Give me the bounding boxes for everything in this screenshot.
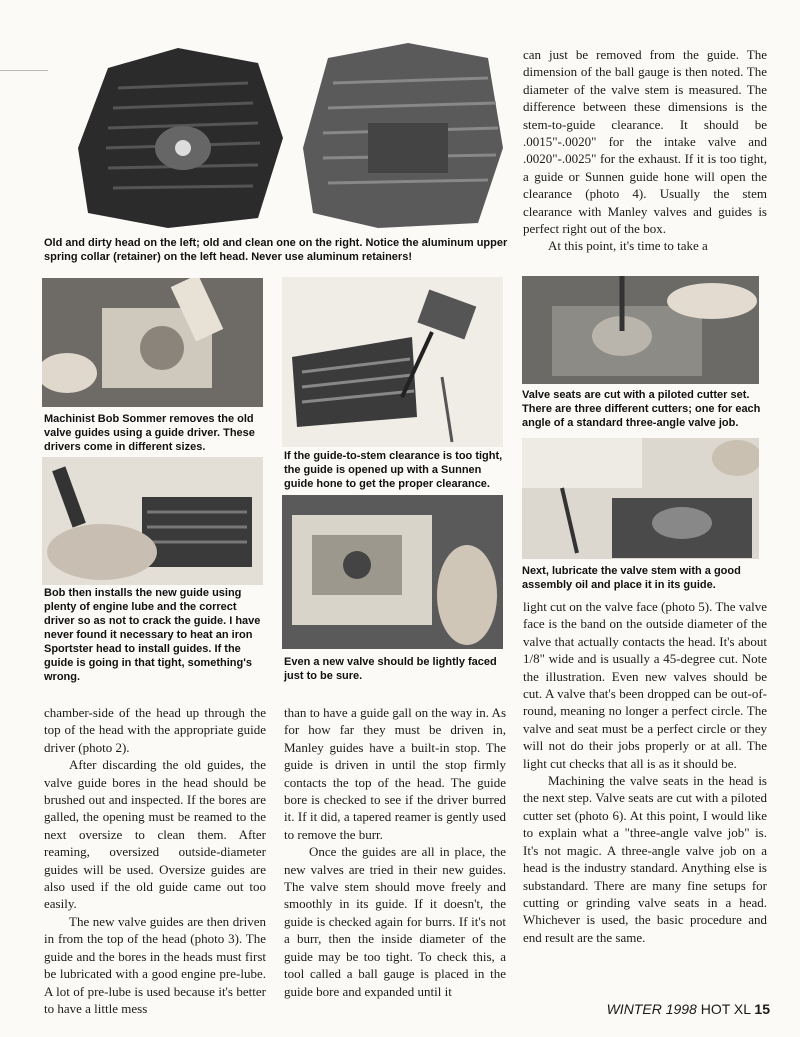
caption-guide-hone: If the guide-to-stem clearance is too tight, the guide is opened up with a Sunnen guide hone to get the proper clearance. [284, 450, 503, 490]
paragraph: chamber-side of the head up through the top of the head with the appropriate guide driver (photo 2). [44, 705, 266, 755]
column-1-text [44, 704, 266, 1017]
photo-install-guides [42, 457, 263, 585]
paragraph: The new valve guides are then driven in from the top of the head (photo 3). The guide and the bores in the heads must first be lubricated with a good engine pre-lube. A lot of pre-lube is used because it's better to have a little mess [44, 913, 266, 1016]
caption-heads: Old and dirty head on the left; old and clean one on the right. Notice the aluminum upper spring collar (retainer) on the left head. Never use aluminum retainers! [44, 237, 508, 263]
paragraph: Machining the valve seats in the head is the next step. Valve seats are cut with a piloted cutter set (photo 6). At this point, I would like to explain what a "three-angle valve job" is. It's not magic. A three-angle valve job on a head is the industry standard. Anything else is substandard. There are many fine setups for cutting or grinding valve seats in a head. Whichever is used, the basic procedure and end result are the same. [523, 773, 767, 945]
photo-guide-hone [282, 277, 503, 447]
column-2-text [284, 704, 506, 1000]
photo-heads [48, 28, 508, 233]
caption-lubricate-valve: Next, lubricate the valve stem with a good assembly oil and place it in its guide. [522, 565, 741, 591]
paragraph: After discarding the old guides, the valve guide bores in the head should be brushed out and inspected. If the bores are galled, the opening must be reamed to the next oversize to clean them. After reaming, oversized outside-diameter guides will be used. Oversize guides are also used if the old guide came out too easily. [44, 757, 266, 912]
paragraph: At this point, it's time to take a [548, 238, 708, 254]
page-folio [607, 1001, 770, 1017]
caption-remove-guides: Machinist Bob Sommer removes the old valve guides using a guide driver. These drivers come in different sizes. [44, 413, 255, 453]
paragraph: Once the guides are all in place, the new valves are tried in their new guides. The valve stem should move freely and smoothly in its guide. If it doesn't, the guide is checked again for burrs. If it's not a burr, then the inside diameter of the guide may be too tight. To check this, a tool called a ball gauge is placed in the guide bore and expanded until it [284, 844, 506, 999]
column-3-top-text [523, 46, 767, 255]
caption-valve-facing: Even a new valve should be lightly faced just to be sure. [284, 656, 497, 682]
photo-remove-guides [42, 278, 263, 407]
folio-magazine: HOT XL [700, 1001, 751, 1017]
paragraph: light cut on the valve face (photo 5). The valve face is the band on the outside diameter of the valve that actually contacts the head. It's about 1/8" wide and is usually a 45-degree cut. Note the illustration. Even new valves should be cut. A valve that's been dropped can be out-of-round, meaning no longer a perfect circle. The valve and seat must be a perfect circle or they will not do their jobs properly or at all. The light cut checks that all is as it should be. [523, 599, 767, 771]
photo-valve-facing [282, 495, 503, 649]
photo-lubricate-valve [522, 438, 759, 559]
caption-valve-seats: Valve seats are cut with a piloted cutter set. There are three different cutters; one for each angle of a standard three-angle valve job. [522, 389, 761, 429]
folio-issue: WINTER 1998 [606, 1001, 697, 1017]
column-3-text [523, 598, 767, 946]
paragraph: than to have a guide gall on the way in. As for how far they must be driven in, Manley guides have a built-in stop. The guide is driven in until the stop firmly contacts the top of the head. The guide bore is checked to see if the driver burred it. If it did, a tapered reamer is gently used to remove the burr. [284, 705, 506, 842]
photo-valve-seats [522, 276, 759, 384]
page-number: 15 [754, 1001, 770, 1017]
paragraph: can just be removed from the guide. The dimension of the ball gauge is then noted. The diameter of the valve stem is measured. The difference between these dimensions is the stem-to-guide clearance. It should be .0015"-.0020" for the intake valve and .0020"-.0025" for the exhaust. If it is too tight, a guide or Sunnen guide hone will open the clearance (photo 4). Usually the stem clearance with Manley valves and guides is perfect right out of the box. [523, 47, 767, 237]
caption-install-guides: Bob then installs the new guide using plenty of engine lube and the correct driver so as not to crack the guide. I have never found it necessary to heat an iron Sportster head to install guides. If the guide is going in that tight, something's wrong. [44, 587, 261, 683]
